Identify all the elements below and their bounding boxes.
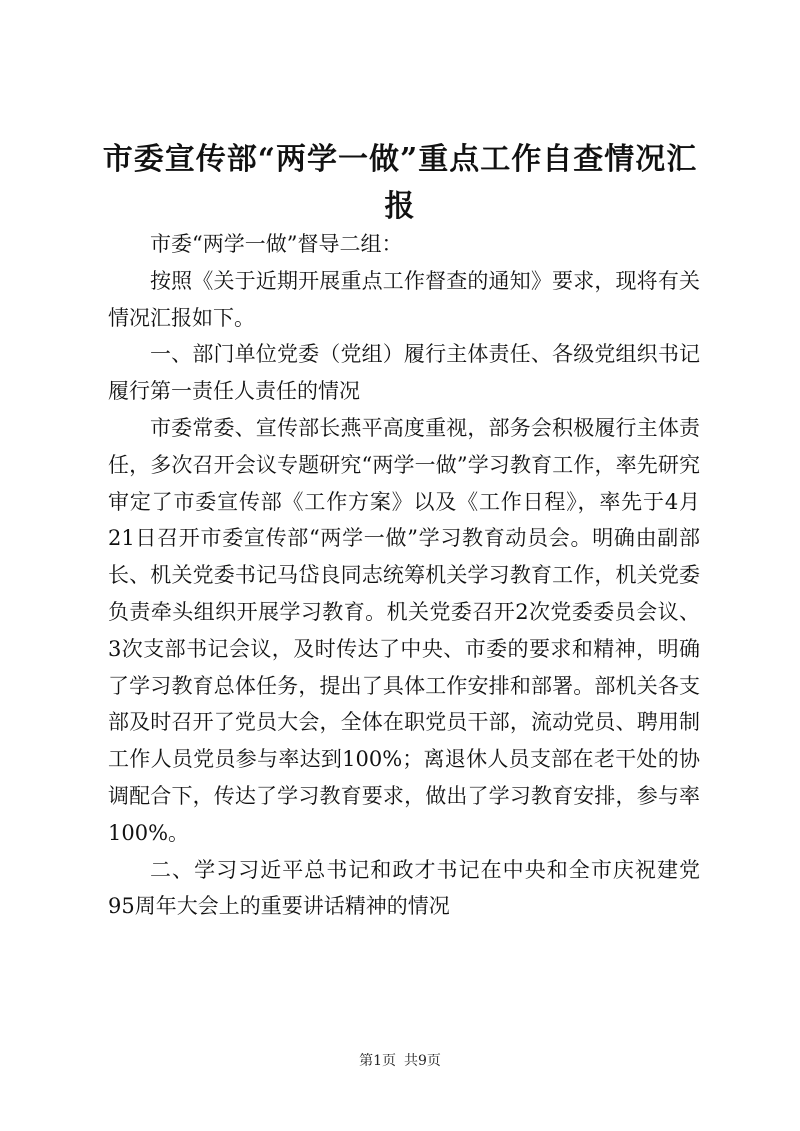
section-one-heading: 一、部门单位党委（党组）履行主体责任、各级党组织书记履行第一责任人责任的情况 <box>108 342 700 404</box>
page-total: 共9页 <box>404 1053 441 1069</box>
section-one-body: 市委常委、宣传部长燕平高度重视，部务会积极履行主体责任，多次召开会议专题研究“两学一做”学习教育工作，率先研究审定了市委宣传部《工作方案》以及《工作日程》，率先于4月21日召开市委宣传部“两学一做”学习教育动员会。明确由副部长、机关党委书记马岱良同志统筹机关学习教育工作，机关党委负责牵头组织开展学习教育。机关党委召开2次党委委员会议、3次支部书记会议，及时传达了中央、市委的要求和精神，明确了学习教育总体任务，提出了具体工作安排和部署。部机关各支部及时召开了党员大会，全体在职党员干部，流动党员、聘用制工作人员党员参与率达到100%；离退休人员支部在老干处的协调配合下，传达了学习教育要求，做出了学习教育安排，参与率100%。 <box>108 415 700 845</box>
page-footer <box>0 1052 800 1070</box>
intro-paragraph: 按照《关于近期开展重点工作督查的通知》要求，现将有关情况汇报如下。 <box>108 268 700 330</box>
section-two-heading: 二、学习习近平总书记和政才书记在中央和全市庆祝建党95周年大会上的重要讲话精神的情况 <box>108 857 700 919</box>
salutation-paragraph: 市委“两学一做”督导二组： <box>150 232 403 256</box>
document-body <box>108 226 700 925</box>
page-number: 第1页 <box>359 1053 396 1069</box>
document-title: 市委宣传部“两学一做”重点工作自查情况汇报 <box>102 142 698 224</box>
